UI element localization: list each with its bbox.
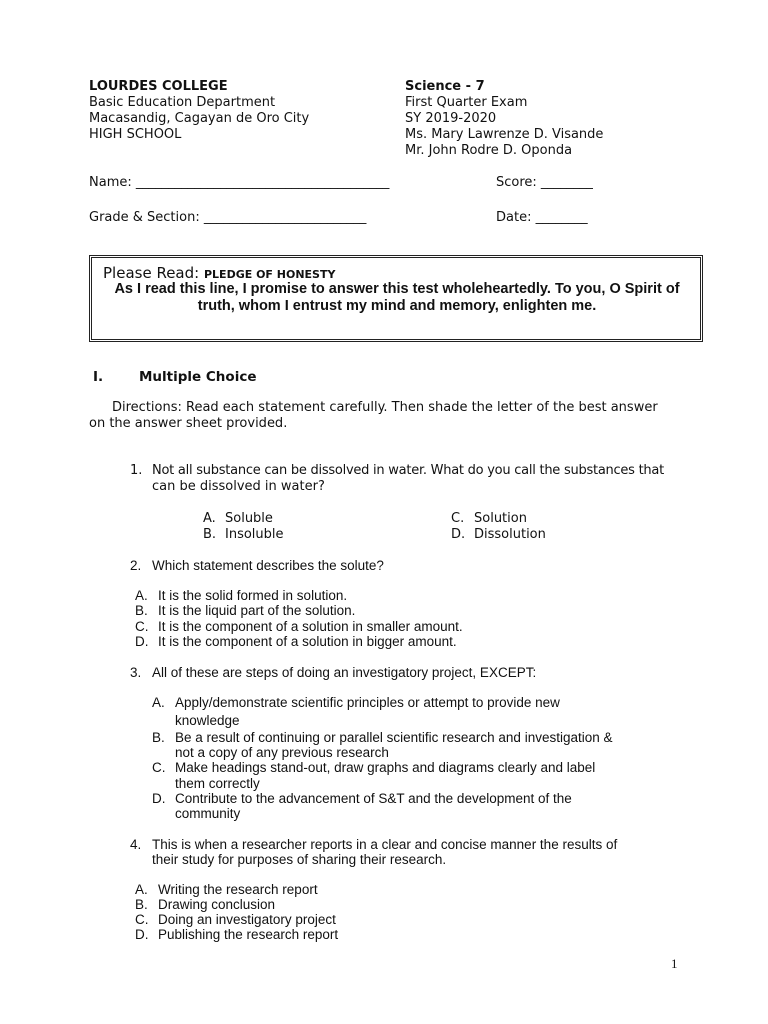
option-letter[interactable]: C. <box>135 912 149 927</box>
option-text: It is the component of a solution in bigger amount. <box>158 634 457 649</box>
option-text: Doing an investigatory project <box>158 912 336 927</box>
option-text: knowledge <box>175 713 240 728</box>
school-address: Macasandig, Cagayan de Oro City <box>89 111 310 126</box>
option-letter[interactable]: D. <box>451 527 466 542</box>
question-text: Not all substance can be dissolved in water. What do you call the substances that <box>152 463 664 478</box>
directions-line-2: on the answer sheet provided. <box>89 416 288 431</box>
option-text: community <box>175 806 241 821</box>
option-text: It is the solid formed in solution. <box>158 588 348 603</box>
option-text: Drawing conclusion <box>158 897 276 912</box>
option-letter[interactable]: A. <box>135 882 148 897</box>
option-text: It is the liquid part of the solution. <box>158 603 356 618</box>
question-text: This is when a researcher reports in a clear and concise manner the results of <box>152 837 618 852</box>
option-letter[interactable]: C. <box>135 619 149 634</box>
option-letter[interactable]: D. <box>135 634 149 649</box>
option-text: Soluble <box>225 511 273 526</box>
exam-title: First Quarter Exam <box>405 95 528 110</box>
option-text: Dissolution <box>474 527 546 542</box>
option-letter[interactable]: D. <box>135 927 149 942</box>
option-text: Publishing the research report <box>158 927 339 942</box>
option-letter[interactable]: B. <box>152 730 165 745</box>
question-number: 1. <box>130 463 143 478</box>
question-text: can be dissolved in water? <box>152 479 325 494</box>
option-text: them correctly <box>175 776 260 791</box>
teacher-1: Ms. Mary Lawrenze D. Visande <box>405 127 604 142</box>
subject: Science - 7 <box>405 79 485 94</box>
department: Basic Education Department <box>89 95 276 110</box>
school-level: HIGH SCHOOL <box>89 127 182 142</box>
option-letter[interactable]: D. <box>152 791 166 806</box>
date-field[interactable]: Date: ________ <box>496 210 588 225</box>
option-letter[interactable]: A. <box>152 695 165 710</box>
question-text: Which statement describes the solute? <box>152 558 384 573</box>
pledge-title: PLEDGE OF HONESTY <box>203 268 336 281</box>
option-letter[interactable]: B. <box>203 527 217 542</box>
option-text: Be a result of continuing or parallel scientific research and investigation & <box>175 730 613 745</box>
page-number: 1 <box>671 956 678 971</box>
question-text: All of these are steps of doing an investigatory project, EXCEPT: <box>152 665 537 680</box>
pledge-text: As I read this line, I promise to answer this test wholeheartedly. To you, O Spirit of truth, whom I entrust my mind and memory, enlighten me. <box>114 281 680 314</box>
option-text: It is the component of a solution in smaller amount. <box>158 619 463 634</box>
option-text: not a copy of any previous research <box>175 745 389 760</box>
option-text: Apply/demonstrate scientific principles or attempt to provide new <box>175 695 560 710</box>
option-text: Make headings stand-out, draw graphs and diagrams clearly and label <box>175 760 596 775</box>
option-letter[interactable]: B. <box>135 603 148 618</box>
option-text: Insoluble <box>225 527 284 542</box>
please-read-label: Please Read: <box>103 264 200 282</box>
option-letter[interactable]: B. <box>135 897 148 912</box>
option-letter[interactable]: A. <box>135 588 148 603</box>
section-number: I. <box>93 369 104 385</box>
question-number: 2. <box>130 558 142 573</box>
school-name: LOURDES COLLEGE <box>89 79 228 94</box>
teacher-2: Mr. John Rodre D. Oponda <box>405 143 573 158</box>
score-field[interactable]: Score: ________ <box>496 175 593 190</box>
question-number: 4. <box>130 837 142 852</box>
option-text: Writing the research report <box>158 882 318 897</box>
school-year: SY 2019-2020 <box>405 111 497 126</box>
question-text: their study for purposes of sharing their research. <box>152 852 447 867</box>
grade-section-field[interactable]: Grade & Section: _________________________ <box>89 210 367 225</box>
question-number: 3. <box>130 665 142 680</box>
option-letter[interactable]: C. <box>451 511 465 526</box>
option-text: Contribute to the advancement of S&T and the development of the <box>175 791 572 806</box>
option-text: Solution <box>474 511 527 526</box>
pledge-heading <box>103 264 335 282</box>
name-field[interactable]: Name: _______________________________________ <box>89 175 390 190</box>
section-title: Multiple Choice <box>139 369 257 385</box>
option-letter[interactable]: A. <box>203 511 216 526</box>
option-letter[interactable]: C. <box>152 760 166 775</box>
pledge-box <box>89 255 703 342</box>
directions-line-1: Directions: Read each statement carefully. Then shade the letter of the best answer <box>112 400 658 415</box>
